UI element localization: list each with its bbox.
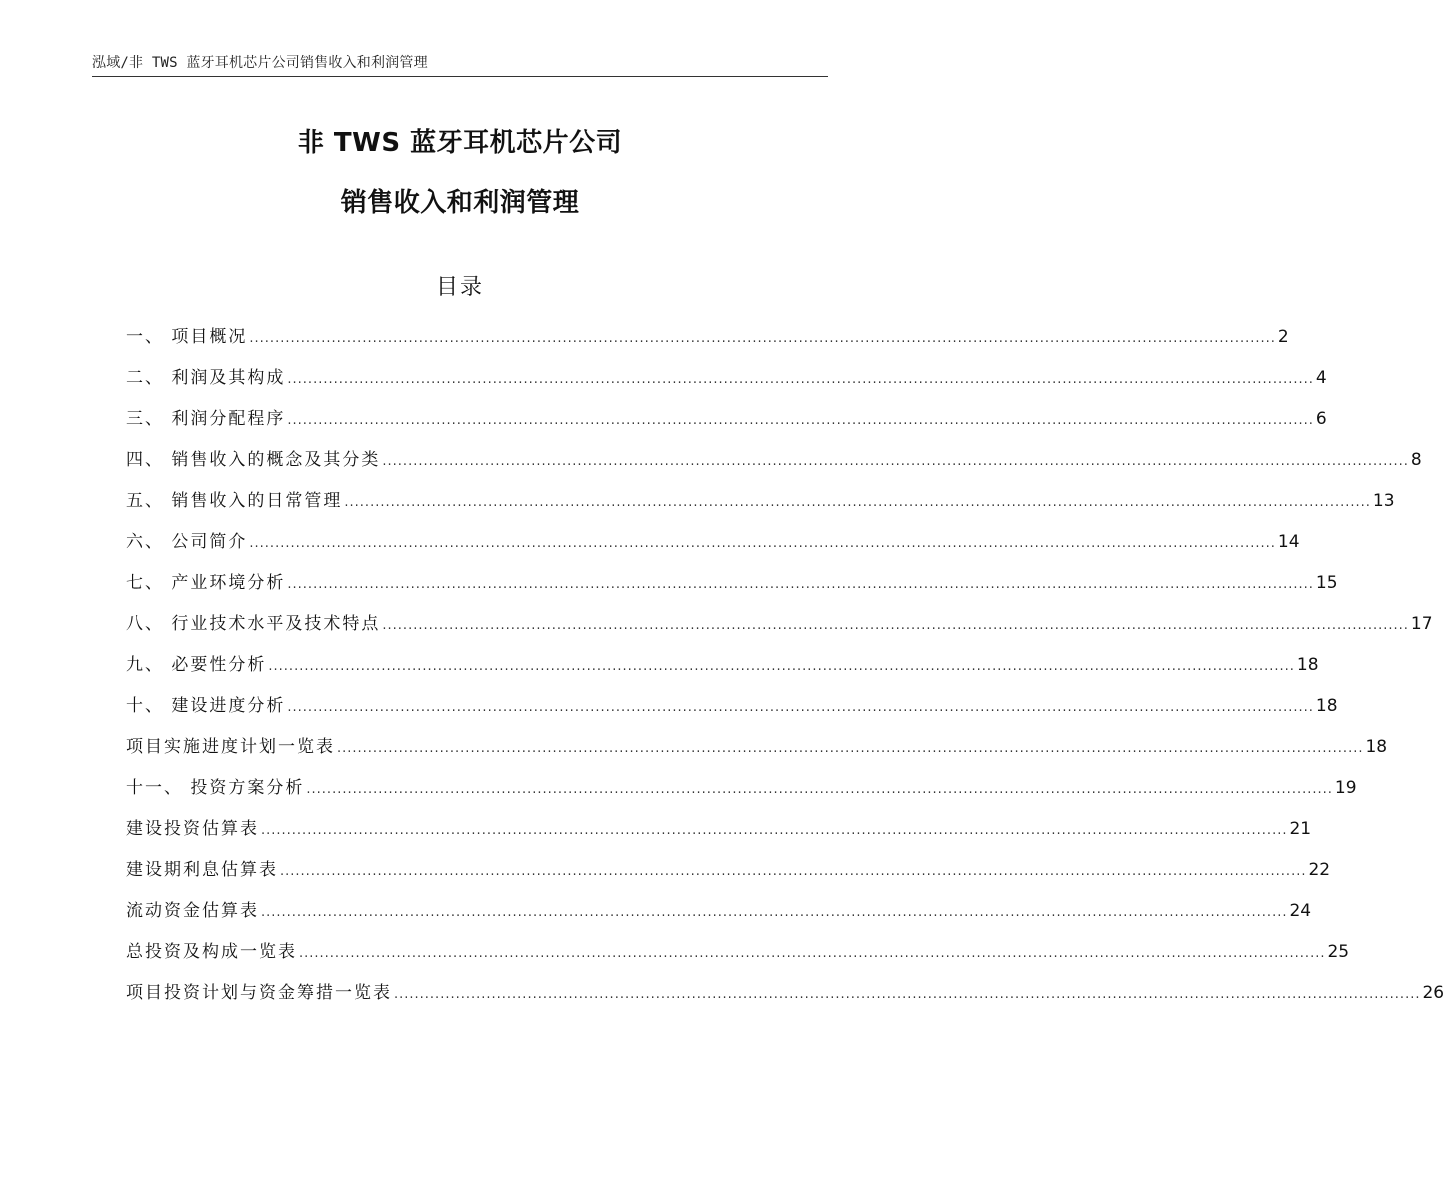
toc-entry-page: 22 <box>1308 860 1331 880</box>
toc-entry-label: 流动资金估算表 <box>126 901 259 921</box>
toc-entry-label: 五、 销售收入的日常管理 <box>126 491 343 511</box>
header-divider <box>92 76 828 77</box>
toc-entry[interactable] <box>126 979 1444 1020</box>
toc-dot-leader: ........................................................................................................................................................................................................ <box>287 372 1314 387</box>
toc-entry[interactable] <box>126 610 1433 651</box>
toc-entry-page: 18 <box>1296 655 1319 675</box>
toc-entry-label: 七、 产业环境分析 <box>126 573 286 593</box>
toc-entry-label: 八、 行业技术水平及技术特点 <box>126 614 381 634</box>
toc-dot-leader: ........................................................................................................................................................................................................ <box>287 577 1314 592</box>
toc-dot-leader: ........................................................................................................................................................................................................ <box>261 905 1288 920</box>
toc-dot-leader: ........................................................................................................................................................................................................ <box>344 495 1371 510</box>
toc-entry[interactable] <box>126 487 1395 528</box>
toc-dot-leader: ........................................................................................................................................................................................................ <box>249 331 1276 346</box>
toc-entry-page: 25 <box>1327 942 1350 962</box>
toc-entry[interactable] <box>126 323 1289 364</box>
toc-entry-page: 21 <box>1289 819 1312 839</box>
toc-entry-label: 二、 利润及其构成 <box>126 368 286 388</box>
toc-heading: 目录 <box>435 275 484 300</box>
toc-entry[interactable] <box>126 405 1327 446</box>
toc-entry-page: 19 <box>1334 778 1357 798</box>
toc-entry[interactable] <box>126 692 1338 733</box>
toc-entry-page: 6 <box>1315 409 1327 429</box>
toc-entry-page: 4 <box>1315 368 1327 388</box>
running-header: 泓域/非 TWS 蓝牙耳机芯片公司销售收入和利润管理 <box>92 55 428 71</box>
toc-dot-leader: ........................................................................................................................................................................................................ <box>394 987 1421 1002</box>
toc-entry[interactable] <box>126 651 1319 692</box>
toc-entry[interactable] <box>126 446 1422 487</box>
toc-entry-label: 六、 公司简介 <box>126 532 248 552</box>
document-title-line-2: 销售收入和利润管理 <box>340 188 580 218</box>
toc-entry-page: 8 <box>1410 450 1422 470</box>
toc-entry-label: 项目投资计划与资金筹措一览表 <box>126 983 392 1003</box>
toc-entry-label: 三、 利润分配程序 <box>126 409 286 429</box>
toc-entry-page: 13 <box>1372 491 1395 511</box>
toc-dot-leader: ........................................................................................................................................................................................................ <box>337 741 1364 756</box>
toc-entry[interactable] <box>126 528 1300 569</box>
toc-entry-label: 总投资及构成一览表 <box>126 942 297 962</box>
toc-dot-leader: ........................................................................................................................................................................................................ <box>287 413 1314 428</box>
toc-entry-page: 18 <box>1365 737 1388 757</box>
toc-dot-leader: ........................................................................................................................................................................................................ <box>382 618 1409 633</box>
toc-entry-label: 九、 必要性分析 <box>126 655 267 675</box>
toc-entry-page: 17 <box>1410 614 1433 634</box>
toc-dot-leader: ........................................................................................................................................................................................................ <box>287 700 1314 715</box>
toc-dot-leader: ........................................................................................................................................................................................................ <box>306 782 1333 797</box>
toc-entry-label: 十、 建设进度分析 <box>126 696 286 716</box>
toc-entry-page: 2 <box>1277 327 1289 347</box>
toc-entry-label: 十一、 投资方案分析 <box>126 778 305 798</box>
toc-entry-page: 26 <box>1422 983 1444 1003</box>
toc-dot-leader: ........................................................................................................................................................................................................ <box>249 536 1276 551</box>
toc-dot-leader: ........................................................................................................................................................................................................ <box>299 946 1326 961</box>
toc-entry-label: 一、 项目概况 <box>126 327 248 347</box>
toc-entry[interactable] <box>126 733 1388 774</box>
toc-entry-label: 建设投资估算表 <box>126 819 259 839</box>
toc-entry-page: 15 <box>1315 573 1338 593</box>
toc-entry-label: 项目实施进度计划一览表 <box>126 737 335 757</box>
toc-entry[interactable] <box>126 815 1312 856</box>
toc-entry-page: 24 <box>1289 901 1312 921</box>
toc-dot-leader: ........................................................................................................................................................................................................ <box>280 864 1307 879</box>
toc-entry[interactable] <box>126 364 1327 405</box>
toc-entry[interactable] <box>126 938 1350 979</box>
toc-dot-leader: ........................................................................................................................................................................................................ <box>268 659 1295 674</box>
toc-dot-leader: ........................................................................................................................................................................................................ <box>261 823 1288 838</box>
toc-entry-page: 18 <box>1315 696 1338 716</box>
toc-entry[interactable] <box>126 856 1331 897</box>
toc-entry-page: 14 <box>1277 532 1300 552</box>
toc-entry[interactable] <box>126 774 1357 815</box>
toc-dot-leader: ........................................................................................................................................................................................................ <box>382 454 1409 469</box>
toc-entry[interactable] <box>126 897 1312 938</box>
toc-entry-label: 建设期利息估算表 <box>126 860 278 880</box>
document-title-line-1: 非 TWS 蓝牙耳机芯片公司 <box>297 128 623 158</box>
toc-entry[interactable] <box>126 569 1338 610</box>
table-of-contents <box>126 323 1444 1020</box>
toc-entry-label: 四、 销售收入的概念及其分类 <box>126 450 381 470</box>
